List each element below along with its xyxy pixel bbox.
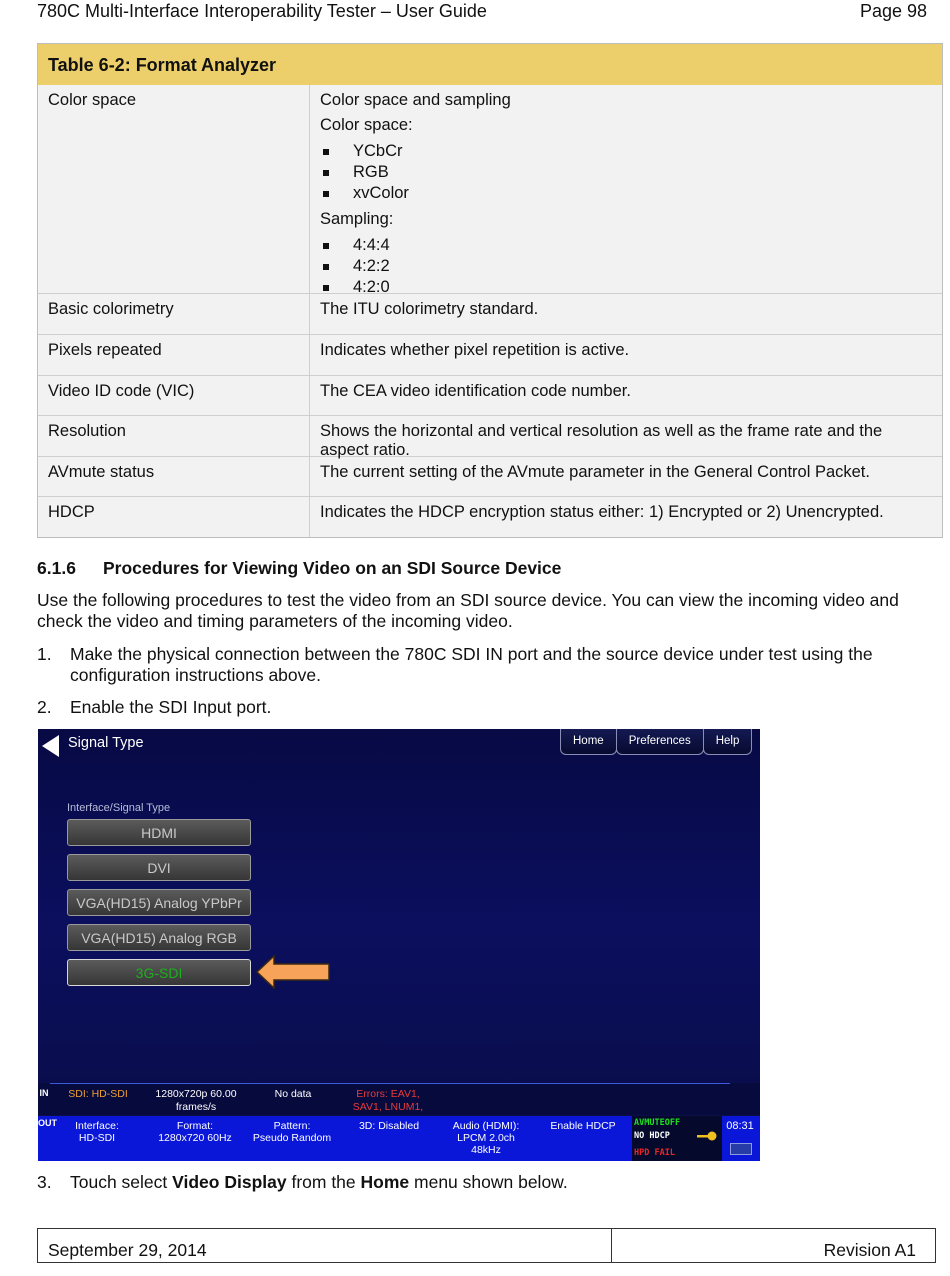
table-row — [38, 375, 942, 415]
hdmi-button[interactable]: HDMI — [67, 819, 251, 846]
step-number: 1. — [37, 644, 52, 664]
list-item: 4:4:4 — [320, 235, 932, 256]
step-text-part: from the — [286, 1172, 361, 1192]
list-item: xvColor — [320, 183, 932, 204]
vga-rgb-button[interactable]: VGA(HD15) Analog RGB — [67, 924, 251, 951]
row-label: Color space — [38, 85, 310, 293]
format-line-1[interactable]: Format: — [176, 1120, 214, 1132]
table-row — [38, 496, 942, 537]
row-label: Resolution — [38, 416, 310, 456]
tab-preferences[interactable]: Preferences — [616, 729, 704, 755]
audio-line-1[interactable]: Audio (HDMI): — [452, 1120, 520, 1132]
row-label: Pixels repeated — [38, 335, 310, 375]
row-description: The CEA video identification code number. — [320, 382, 631, 400]
in-label: IN — [39, 1088, 49, 1098]
3d-status[interactable]: 3D: Disabled — [358, 1120, 420, 1132]
step-item — [37, 697, 917, 718]
table-row — [38, 456, 942, 496]
color-space-intro: Color space and sampling — [320, 91, 511, 109]
video-display-term: Video Display — [172, 1172, 287, 1192]
screen-title: Signal Type — [68, 735, 144, 751]
sampling-label: Sampling: — [320, 210, 394, 228]
list-item: 4:2:2 — [320, 256, 932, 277]
audio-line-3: 48kHz — [471, 1144, 501, 1156]
avmute-status: AVMUTEOFF — [634, 1118, 681, 1128]
nodata-status: No data — [274, 1088, 312, 1100]
step-item — [37, 644, 917, 686]
home-term: Home — [360, 1172, 410, 1192]
rate-line-1: 1280x720p 60.00 — [155, 1088, 237, 1100]
hpd-status: HPD FAIL — [634, 1148, 675, 1158]
output-status-bar — [38, 1116, 760, 1161]
row-label: HDCP — [38, 497, 310, 537]
out-label: OUT — [38, 1118, 57, 1128]
list-item: 4:2:0 — [320, 277, 932, 298]
row-description: The current setting of the AVmute parameter in the General Control Packet. — [320, 463, 870, 481]
pointer-arrow-icon — [256, 955, 330, 989]
step-number: 2. — [37, 697, 52, 717]
3g-sdi-button[interactable]: 3G-SDI — [67, 959, 251, 986]
footer-divider — [611, 1229, 612, 1262]
key-icon — [696, 1130, 718, 1142]
tab-help[interactable]: Help — [703, 729, 753, 755]
errors-line-1: Errors: EAV1, — [356, 1088, 420, 1100]
vga-ypbpr-button[interactable]: VGA(HD15) Analog YPbPr — [67, 889, 251, 916]
step-text: Enable the SDI Input port. — [70, 697, 272, 717]
group-label: Interface/Signal Type — [67, 802, 171, 814]
row-label: Basic colorimetry — [38, 294, 310, 334]
footer-date: September 29, 2014 — [48, 1240, 207, 1260]
sdi-status: SDI: HD-SDI — [68, 1088, 128, 1100]
table-row — [38, 293, 942, 334]
row-description: Indicates the HDCP encryption status either: 1) Encrypted or 2) Unencrypted. — [320, 503, 884, 521]
format-analyzer-table — [37, 43, 943, 538]
rate-line-2: frames/s — [175, 1101, 217, 1113]
row-description: The ITU colorimetry standard. — [320, 300, 539, 318]
footer-revision: Revision A1 — [823, 1240, 916, 1260]
step-text-part: Touch select — [70, 1172, 173, 1192]
dvi-button[interactable]: DVI — [67, 854, 251, 881]
clock: 08:31 — [726, 1120, 754, 1132]
color-space-list — [320, 141, 932, 204]
pattern-line-2: Pseudo Random — [252, 1132, 332, 1144]
bar-divider — [50, 1083, 730, 1084]
format-line-2: 1280x720 60Hz — [158, 1132, 232, 1144]
step-number: 3. — [37, 1172, 52, 1192]
screen-tabs — [561, 729, 752, 755]
table-row — [38, 334, 942, 375]
input-status-bar — [38, 1083, 760, 1115]
page-number: Page 98 — [859, 1, 927, 21]
table-row — [38, 85, 942, 296]
back-arrow-icon[interactable] — [42, 735, 59, 757]
row-description: Indicates whether pixel repetition is active. — [320, 341, 630, 359]
section-heading — [37, 558, 561, 579]
step-text: Make the physical connection between the 780C SDI IN port and the source device under test using the configuration instructions above. — [70, 644, 873, 685]
signal-type-screen — [38, 729, 760, 1161]
color-space-label: Color space: — [320, 116, 413, 134]
audio-line-2: LPCM 2.0ch — [457, 1132, 515, 1144]
sampling-list — [320, 235, 932, 298]
step-text-part: menu shown below. — [409, 1172, 568, 1192]
section-title: Procedures for Viewing Video on an SDI Source Device — [103, 558, 562, 578]
row-label: AVmute status — [38, 457, 310, 496]
pattern-line-1[interactable]: Pattern: — [273, 1120, 311, 1132]
errors-line-2: SAV1, LNUM1, — [352, 1101, 424, 1113]
keyboard-icon[interactable] — [730, 1143, 752, 1155]
row-description — [310, 85, 942, 296]
hdcp-status: NO HDCP — [634, 1131, 670, 1141]
intro-paragraph: Use the following procedures to test the video from an SDI source device. You can view the incoming video and check the video and timing parameters of the incoming video. — [37, 590, 899, 631]
table-caption: Table 6-2: Format Analyzer — [38, 44, 942, 85]
page-footer — [37, 1228, 936, 1263]
tab-home[interactable]: Home — [560, 729, 617, 755]
row-label: Video ID code (VIC) — [38, 376, 310, 415]
interface-line-2: HD-SDI — [78, 1132, 116, 1144]
section-number: 6.1.6 — [37, 558, 76, 578]
enable-hdcp-button[interactable]: Enable HDCP — [550, 1120, 616, 1132]
list-item: YCbCr — [320, 141, 932, 162]
row-description: Shows the horizontal and vertical resolution as well as the frame rate and the aspect ratio. — [320, 422, 883, 459]
list-item: RGB — [320, 162, 932, 183]
table-row — [38, 415, 942, 459]
step-text — [70, 1172, 917, 1193]
document-title: 780C Multi-Interface Interoperability Tester – User Guide — [37, 1, 487, 21]
step-item — [37, 1172, 917, 1193]
interface-line-1[interactable]: Interface: — [75, 1120, 119, 1132]
